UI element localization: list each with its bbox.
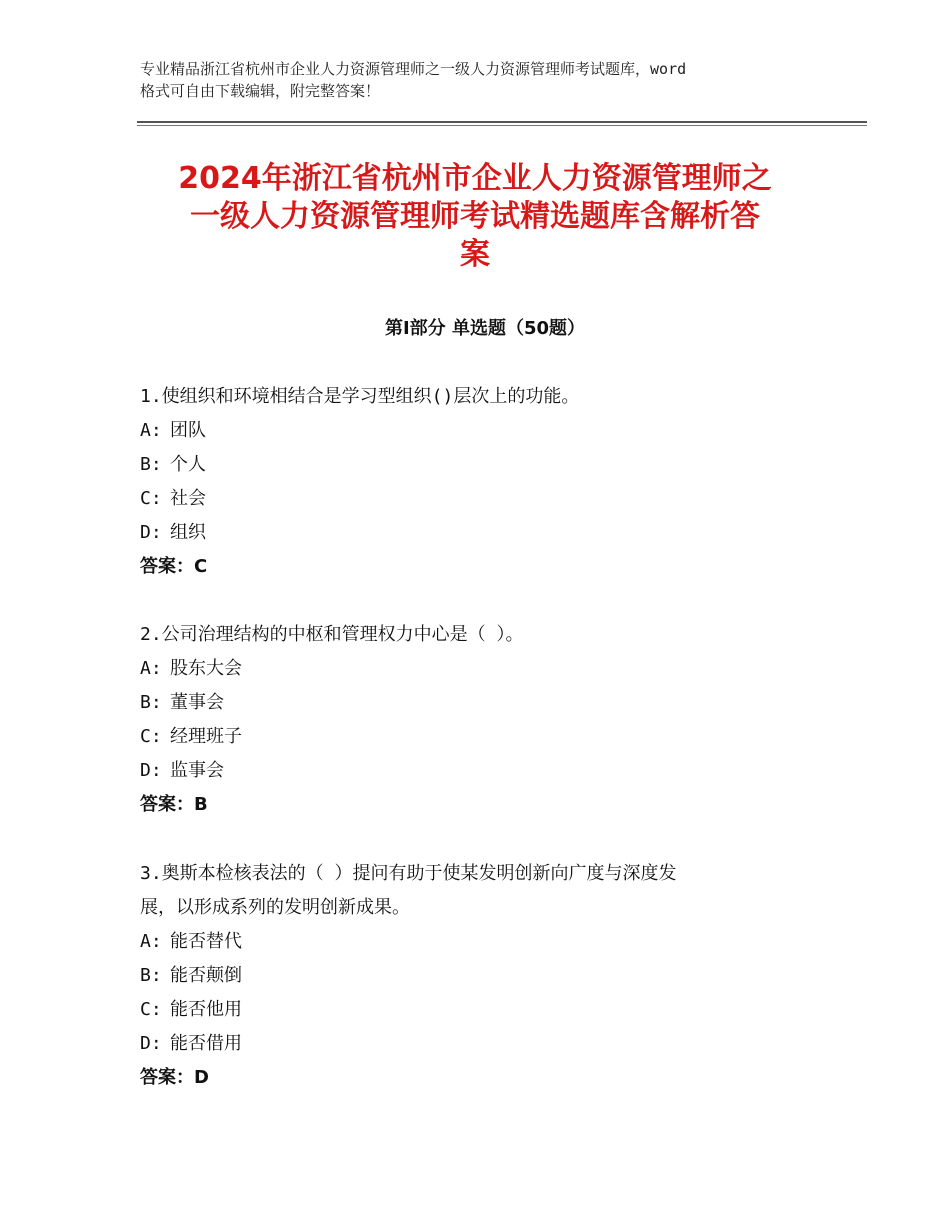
option-text: 团队 xyxy=(170,420,206,441)
option-text: 监事会 xyxy=(170,760,224,781)
option-text: 董事会 xyxy=(170,692,224,713)
document-header-note xyxy=(140,58,830,102)
option-label: C: xyxy=(140,726,162,747)
question-3 xyxy=(140,857,830,1095)
header-note-line-1: 专业精品浙江省杭州市企业人力资源管理师之一级人力资源管理师考试题库，word xyxy=(140,60,687,78)
option-label: A: xyxy=(140,931,162,952)
option-label: C: xyxy=(140,488,162,509)
option-text: 能否颠倒 xyxy=(170,965,242,986)
question-3-option-a xyxy=(140,925,830,959)
question-2-stem: 2.公司治理结构的中枢和管理权力中心是（ ）。 xyxy=(140,624,524,645)
document-title-line-3: 案 xyxy=(460,237,490,272)
question-2-option-d xyxy=(140,754,830,788)
question-1-answer: 答案：C xyxy=(140,556,208,577)
option-label: C: xyxy=(140,999,162,1020)
option-label: D: xyxy=(140,1033,162,1054)
question-2-option-b xyxy=(140,686,830,720)
question-1-option-d xyxy=(140,516,830,550)
question-2-option-a xyxy=(140,652,830,686)
question-3-option-b xyxy=(140,959,830,993)
header-divider-thick xyxy=(137,121,867,123)
option-label: B: xyxy=(140,454,162,475)
question-2-option-c xyxy=(140,720,830,754)
option-text: 能否他用 xyxy=(170,999,242,1020)
question-2 xyxy=(140,618,830,822)
question-1-stem: 1.使组织和环境相结合是学习型组织()层次上的功能。 xyxy=(140,386,580,407)
option-text: 经理班子 xyxy=(170,726,242,747)
question-1 xyxy=(140,380,830,584)
question-2-answer: 答案：B xyxy=(140,794,208,815)
option-label: B: xyxy=(140,692,162,713)
question-3-answer: 答案：D xyxy=(140,1067,209,1088)
question-3-stem-line-2: 展，以形成系列的发明创新成果。 xyxy=(140,897,410,918)
option-text: 个人 xyxy=(170,454,206,475)
option-label: D: xyxy=(140,522,162,543)
option-label: D: xyxy=(140,760,162,781)
question-3-option-c xyxy=(140,993,830,1027)
question-1-option-b xyxy=(140,448,830,482)
option-label: A: xyxy=(140,658,162,679)
question-3-option-d xyxy=(140,1027,830,1061)
section-heading: 第Ⅰ部分 单选题（50题） xyxy=(384,318,585,339)
question-1-option-a xyxy=(140,414,830,448)
option-text: 组织 xyxy=(170,522,206,543)
header-note-line-2: 格式可自由下载编辑，附完整答案！ xyxy=(140,82,381,100)
header-divider-thin xyxy=(137,125,867,126)
option-text: 股东大会 xyxy=(170,658,242,679)
question-3-stem-line-1: 3.奥斯本检核表法的（ ）提问有助于使某发明创新向广度与深度发 xyxy=(140,863,677,884)
document-title-line-2: 一级人力资源管理师考试精选题库含解析答 xyxy=(190,199,760,234)
option-label: A: xyxy=(140,420,162,441)
option-label: B: xyxy=(140,965,162,986)
option-text: 社会 xyxy=(170,488,206,509)
option-text: 能否替代 xyxy=(170,931,242,952)
document-title-line-1: 2024年浙江省杭州市企业人力资源管理师之 xyxy=(178,161,772,196)
question-1-option-c xyxy=(140,482,830,516)
option-text: 能否借用 xyxy=(170,1033,242,1054)
document-title xyxy=(100,160,850,274)
